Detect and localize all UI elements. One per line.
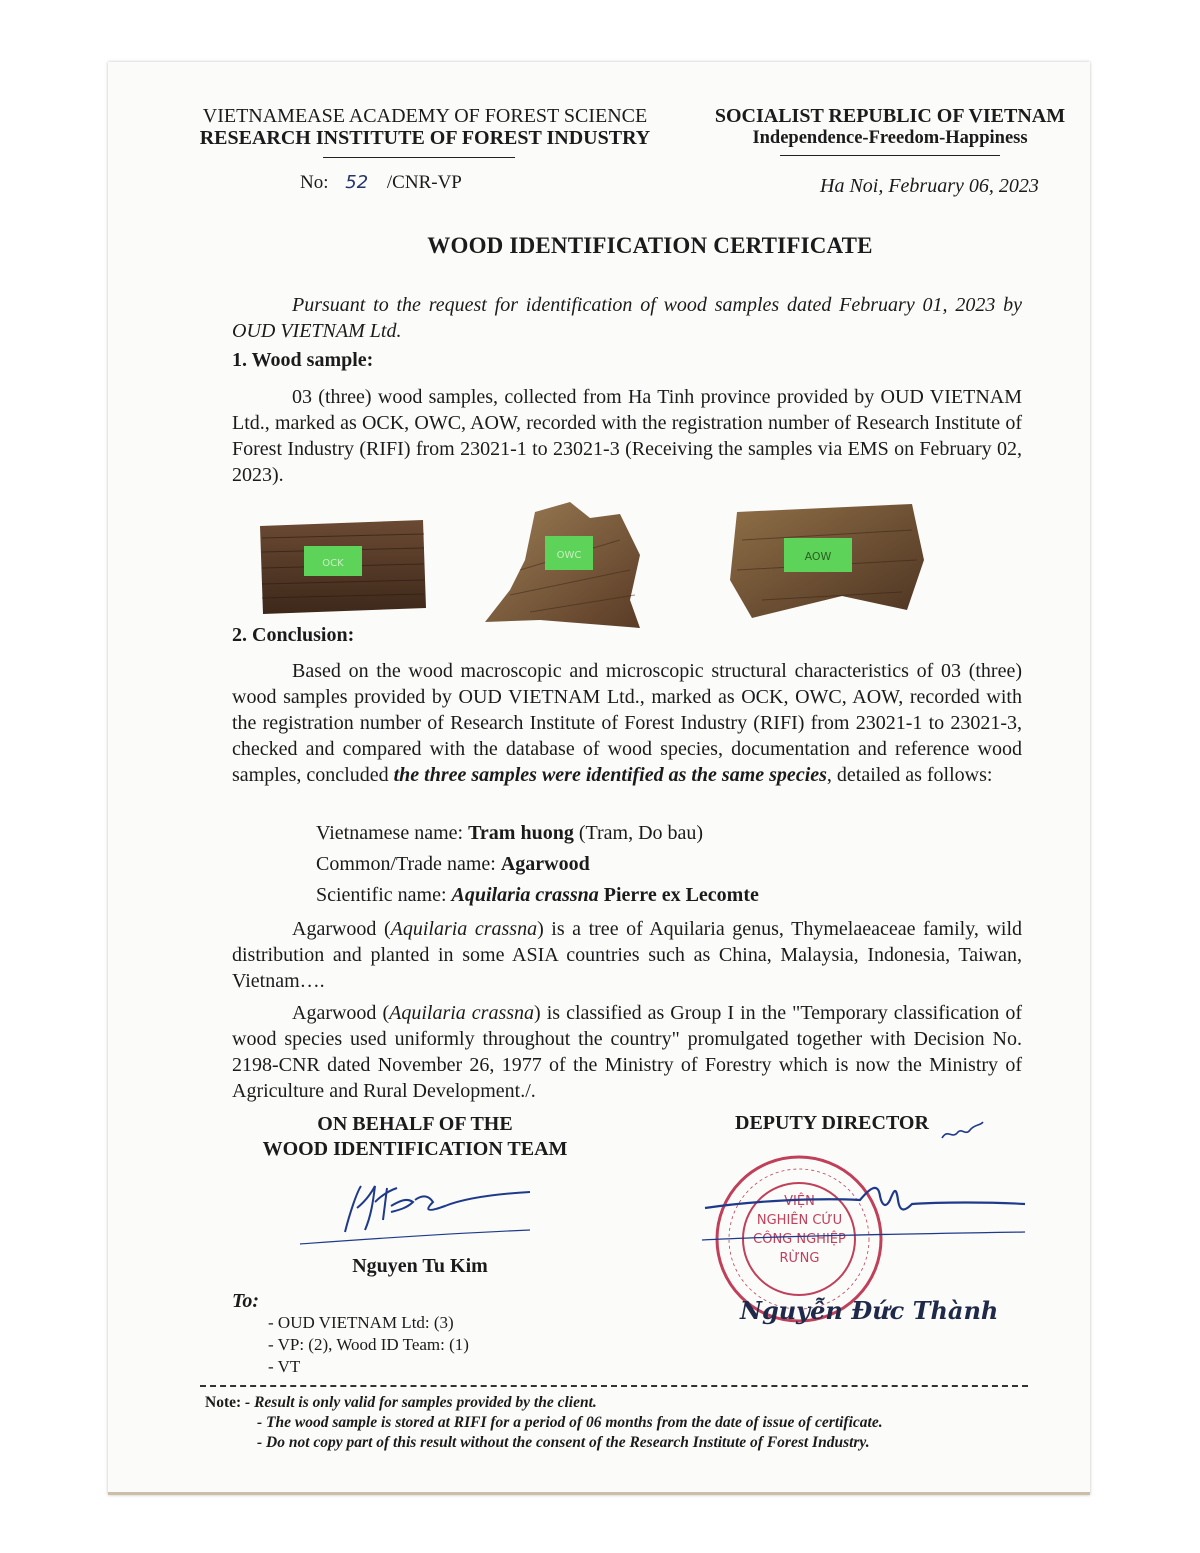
issuer-underline <box>323 157 515 158</box>
director-signature <box>700 1180 1030 1260</box>
conclusion-paragraph <box>232 658 1022 788</box>
trade-label: Common/Trade name: <box>316 853 501 875</box>
number-value: 52 <box>345 172 369 193</box>
sci-value: Aquilaria crassna <box>451 884 599 906</box>
team-signature-heading <box>240 1112 590 1162</box>
note-item: - Do not copy part of this result without the consent of the Research Institute of Forest Industry. <box>257 1434 870 1451</box>
distribution-paragraph <box>232 916 1022 994</box>
recipients-label: To: <box>232 1290 260 1312</box>
team-heading-1: ON BEHALF OF THE <box>317 1113 513 1135</box>
conclusion-emphasis: the three samples were identified as the same species <box>393 764 827 786</box>
director-name: Nguyễn Đức Thành <box>740 1296 999 1325</box>
page-title: WOOD IDENTIFICATION CERTIFICATE <box>427 233 873 258</box>
recipients-list <box>268 1312 469 1378</box>
kim-name: Nguyen Tu Kim <box>352 1255 488 1277</box>
p3-species: Aquilaria crassna <box>389 1002 535 1024</box>
team-heading-2: WOOD IDENTIFICATION TEAM <box>262 1138 568 1160</box>
section-conclusion-heading: 2. Conclusion: <box>232 624 355 646</box>
issuer-block <box>195 105 655 149</box>
p2-species: Aquilaria crassna <box>390 918 538 940</box>
note-separator <box>200 1385 1028 1387</box>
trade-value: Agarwood <box>500 853 590 875</box>
kim-signature <box>295 1172 535 1252</box>
tag-aow: AOW <box>804 550 832 563</box>
p2-a: Agarwood ( <box>292 918 391 940</box>
national-motto: Independence-Freedom-Happiness <box>752 128 1028 148</box>
p3-a: Agarwood ( <box>292 1002 390 1024</box>
initials-mark <box>940 1118 985 1144</box>
conclusion-text-end: , detailed as follows: <box>826 764 993 786</box>
classification-paragraph <box>232 1000 1022 1104</box>
sample-photo-ock <box>258 518 428 616</box>
number-label: No: <box>300 172 329 193</box>
vn-label: Vietnamese name: <box>316 822 469 844</box>
place-date: Ha Noi, February 06, 2023 <box>820 175 1039 197</box>
tag-ock: OCK <box>322 558 344 569</box>
wood-sample-text: 03 (three) wood samples, collected from Ha Tinh province provided by OUD VIETNAM Ltd., marked as OCK, OWC, AOW, recorded with the registration number of Research Institute of Forest Industry (RIFI) from 23021-1 to 23021-3 (Receiving the samples via EMS on February 02, 2023). <box>232 386 1022 486</box>
notes-block <box>205 1393 883 1453</box>
national-motto-block <box>700 105 1080 149</box>
note-item: - The wood sample is stored at RIFI for a period of 06 months from the date of issue of certificate. <box>257 1414 883 1431</box>
note-item: - Result is only valid for samples provided by the client. <box>245 1394 597 1411</box>
stamp-line-1: VIỆN <box>784 1194 815 1209</box>
trade-name-line <box>316 853 590 876</box>
deputy-director-title: DEPUTY DIRECTOR <box>735 1112 929 1134</box>
section-wood-sample-heading: 1. Wood sample: <box>232 349 374 371</box>
issuer-academy: VIETNAMEASE ACADEMY OF FOREST SCIENCE <box>202 105 648 127</box>
scientific-name-line <box>316 884 759 907</box>
notes-label: Note: <box>205 1394 242 1411</box>
sample-photo-aow <box>722 500 927 622</box>
issuer-institute: RESEARCH INSTITUTE OF FOREST INDUSTRY <box>199 127 651 149</box>
vn-extra: (Tram, Do bau) <box>573 822 704 844</box>
stamp-line-2: NGHIÊN CỨU <box>756 1213 843 1228</box>
document-number <box>300 172 462 194</box>
stamp-line-3: CÔNG NGHIỆP <box>753 1232 846 1247</box>
country-name: SOCIALIST REPUBLIC OF VIETNAM <box>714 105 1066 127</box>
vn-value: Tram huong <box>468 822 574 844</box>
sci-author: Pierre ex Lecomte <box>598 884 759 906</box>
stamp-line-4: RỪNG <box>779 1251 820 1266</box>
recipient-item: - VP: (2), Wood ID Team: (1) <box>268 1335 469 1354</box>
number-suffix: /CNR-VP <box>386 172 462 193</box>
p3-b: ) is classified as Group I in the "Temporary classification of wood species used uniformly throughout the country" promulgated together with Decision No. 2198-CNR dated November 26, 1977 of the Ministry of Forestry which is now the Ministry of Agriculture and Rural Development./. <box>232 1002 1022 1102</box>
sample-photo-owc <box>480 500 645 630</box>
sci-label: Scientific name: <box>316 884 452 906</box>
recipient-item: - VT <box>268 1357 301 1376</box>
conclusion-text: Based on the wood macroscopic and microscopic structural characteristics of 03 (three) wood samples provided by OUD VIETNAM Ltd., marked as OCK, OWC, AOW, recorded with the registration number of Research Institute of Forest Industry (RIFI) from 23021-1 to 23021-3, checked and compared with the database of wood species, documentation and reference wood samples, concluded <box>232 660 1022 786</box>
recipient-item: - OUD VIETNAM Ltd: (3) <box>268 1313 454 1332</box>
intro-paragraph: Pursuant to the request for identification of wood samples dated February 01, 2023 by OUD VIETNAM Ltd. <box>232 294 1022 342</box>
p2-b: ) is a tree of Aquilaria genus, Thymelaeaceae family, wild distribution and planted in some ASIA countries such as China, Malaysia, Indonesia, Taiwan, Vietnam…. <box>232 918 1023 992</box>
motto-underline <box>780 155 1000 156</box>
vietnamese-name-line <box>316 822 703 845</box>
tag-owc: OWC <box>556 550 582 561</box>
